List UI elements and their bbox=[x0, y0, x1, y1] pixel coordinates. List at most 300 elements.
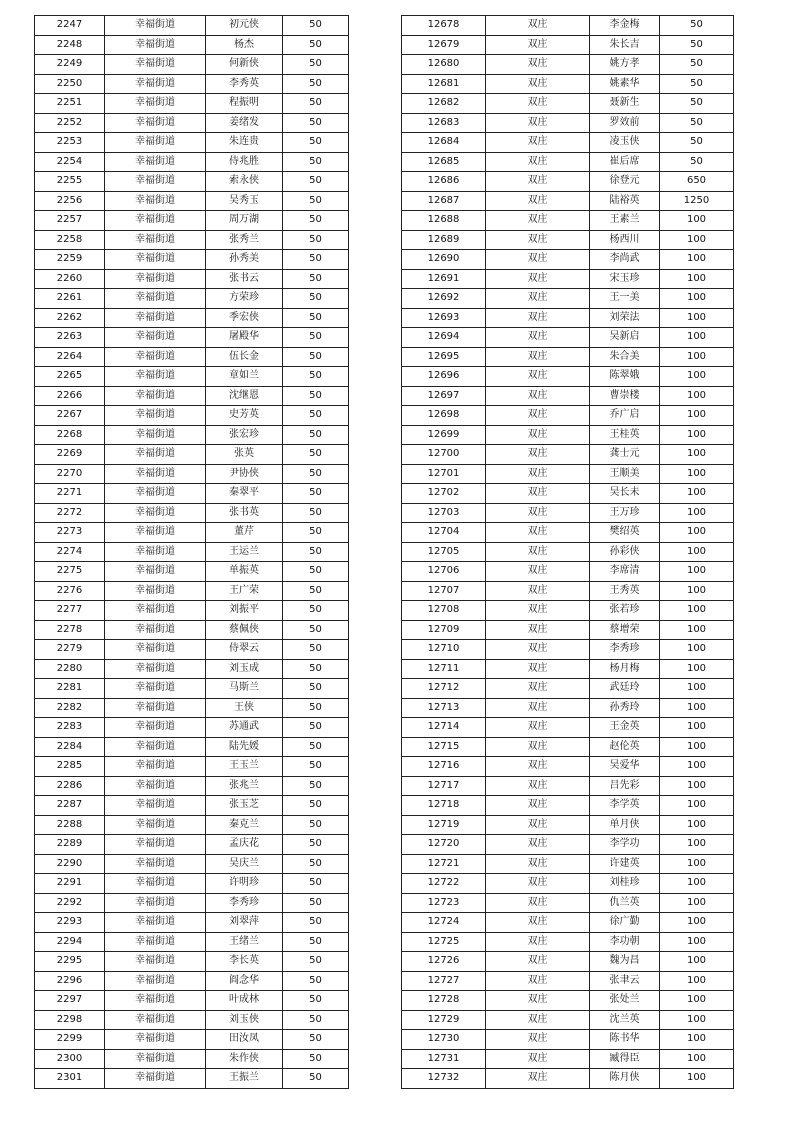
table-row bbox=[402, 230, 734, 250]
record-number: 2290 bbox=[35, 854, 105, 874]
table-row bbox=[402, 35, 734, 55]
table-row bbox=[35, 971, 349, 991]
record-number: 2260 bbox=[35, 269, 105, 289]
table-row bbox=[402, 250, 734, 270]
record-number: 12712 bbox=[402, 679, 486, 699]
record-number: 2250 bbox=[35, 74, 105, 94]
location-name: 双庄 bbox=[486, 562, 590, 582]
table-row bbox=[35, 386, 349, 406]
table-row bbox=[35, 815, 349, 835]
amount-value: 50 bbox=[660, 35, 734, 55]
record-number: 12678 bbox=[402, 16, 486, 36]
person-name: 方荣珍 bbox=[206, 289, 283, 309]
record-number: 12716 bbox=[402, 757, 486, 777]
amount-value: 50 bbox=[283, 484, 349, 504]
person-name: 苏通武 bbox=[206, 718, 283, 738]
person-name: 王振兰 bbox=[206, 1069, 283, 1089]
amount-value: 100 bbox=[660, 347, 734, 367]
location-name: 幸福街道 bbox=[105, 835, 206, 855]
person-name: 沈继恩 bbox=[206, 386, 283, 406]
location-name: 双庄 bbox=[486, 94, 590, 114]
amount-value: 50 bbox=[283, 581, 349, 601]
amount-value: 50 bbox=[283, 1030, 349, 1050]
location-name: 双庄 bbox=[486, 971, 590, 991]
location-name: 幸福街道 bbox=[105, 445, 206, 465]
record-number: 2275 bbox=[35, 562, 105, 582]
record-number: 12722 bbox=[402, 874, 486, 894]
amount-value: 100 bbox=[660, 406, 734, 426]
person-name: 杨月梅 bbox=[590, 659, 660, 679]
table-row bbox=[35, 406, 349, 426]
location-name: 幸福街道 bbox=[105, 94, 206, 114]
amount-value: 50 bbox=[283, 172, 349, 192]
person-name: 许建英 bbox=[590, 854, 660, 874]
amount-value: 50 bbox=[283, 854, 349, 874]
record-number: 12692 bbox=[402, 289, 486, 309]
table-row bbox=[402, 269, 734, 289]
person-name: 张宏珍 bbox=[206, 425, 283, 445]
amount-value: 100 bbox=[660, 269, 734, 289]
person-name: 张处兰 bbox=[590, 991, 660, 1011]
location-name: 幸福街道 bbox=[105, 269, 206, 289]
table-row bbox=[402, 445, 734, 465]
amount-value: 100 bbox=[660, 503, 734, 523]
person-name: 赵伦英 bbox=[590, 737, 660, 757]
location-name: 双庄 bbox=[486, 230, 590, 250]
table-row bbox=[402, 152, 734, 172]
table-row bbox=[35, 445, 349, 465]
amount-value: 100 bbox=[660, 757, 734, 777]
location-name: 幸福街道 bbox=[105, 971, 206, 991]
person-name: 罗效前 bbox=[590, 113, 660, 133]
record-number: 2279 bbox=[35, 640, 105, 660]
table-row bbox=[35, 523, 349, 543]
record-number: 12723 bbox=[402, 893, 486, 913]
table-row bbox=[35, 952, 349, 972]
record-number: 12721 bbox=[402, 854, 486, 874]
table-row bbox=[402, 367, 734, 387]
record-number: 12694 bbox=[402, 328, 486, 348]
person-name: 孙秀玲 bbox=[590, 698, 660, 718]
table-row bbox=[402, 328, 734, 348]
record-number: 12717 bbox=[402, 776, 486, 796]
location-name: 双庄 bbox=[486, 913, 590, 933]
table-row bbox=[35, 679, 349, 699]
record-number: 12688 bbox=[402, 211, 486, 231]
person-name: 李尚武 bbox=[590, 250, 660, 270]
amount-value: 100 bbox=[660, 971, 734, 991]
table-row bbox=[35, 74, 349, 94]
location-name: 双庄 bbox=[486, 757, 590, 777]
record-number: 12719 bbox=[402, 815, 486, 835]
amount-value: 100 bbox=[660, 620, 734, 640]
location-name: 双庄 bbox=[486, 991, 590, 1011]
table-row bbox=[402, 698, 734, 718]
location-name: 幸福街道 bbox=[105, 796, 206, 816]
location-name: 幸福街道 bbox=[105, 542, 206, 562]
person-name: 王玉兰 bbox=[206, 757, 283, 777]
table-row bbox=[402, 386, 734, 406]
location-name: 幸福街道 bbox=[105, 1069, 206, 1089]
record-number: 2295 bbox=[35, 952, 105, 972]
table-row bbox=[35, 893, 349, 913]
amount-value: 50 bbox=[283, 913, 349, 933]
table-row bbox=[35, 601, 349, 621]
location-name: 双庄 bbox=[486, 640, 590, 660]
table-row bbox=[402, 406, 734, 426]
person-name: 李秀珍 bbox=[206, 893, 283, 913]
location-name: 双庄 bbox=[486, 796, 590, 816]
location-name: 幸福街道 bbox=[105, 16, 206, 36]
table-row bbox=[402, 562, 734, 582]
amount-value: 50 bbox=[283, 269, 349, 289]
amount-value: 50 bbox=[283, 659, 349, 679]
person-name: 王侠 bbox=[206, 698, 283, 718]
amount-value: 50 bbox=[283, 620, 349, 640]
record-number: 2247 bbox=[35, 16, 105, 36]
person-name: 李金梅 bbox=[590, 16, 660, 36]
table-row bbox=[35, 640, 349, 660]
table-row bbox=[35, 757, 349, 777]
record-number: 12682 bbox=[402, 94, 486, 114]
table-row bbox=[402, 74, 734, 94]
table-row bbox=[402, 133, 734, 153]
record-number: 12685 bbox=[402, 152, 486, 172]
amount-value: 50 bbox=[283, 445, 349, 465]
person-name: 侍翠云 bbox=[206, 640, 283, 660]
record-number: 2251 bbox=[35, 94, 105, 114]
record-number: 2292 bbox=[35, 893, 105, 913]
person-name: 季宏侠 bbox=[206, 308, 283, 328]
location-name: 幸福街道 bbox=[105, 523, 206, 543]
amount-value: 100 bbox=[660, 1010, 734, 1030]
table-row bbox=[402, 893, 734, 913]
amount-value: 50 bbox=[283, 503, 349, 523]
location-name: 双庄 bbox=[486, 484, 590, 504]
table-row bbox=[35, 425, 349, 445]
record-number: 12724 bbox=[402, 913, 486, 933]
table-row bbox=[35, 211, 349, 231]
record-number: 12680 bbox=[402, 55, 486, 75]
table-row bbox=[35, 94, 349, 114]
record-number: 12715 bbox=[402, 737, 486, 757]
table-row bbox=[35, 796, 349, 816]
amount-value: 50 bbox=[283, 328, 349, 348]
amount-value: 50 bbox=[283, 1010, 349, 1030]
person-name: 索永侠 bbox=[206, 172, 283, 192]
amount-value: 50 bbox=[283, 464, 349, 484]
record-number: 2289 bbox=[35, 835, 105, 855]
record-number: 12720 bbox=[402, 835, 486, 855]
table-row bbox=[35, 620, 349, 640]
location-name: 幸福街道 bbox=[105, 503, 206, 523]
location-name: 双庄 bbox=[486, 874, 590, 894]
location-name: 双庄 bbox=[486, 386, 590, 406]
person-name: 张书英 bbox=[206, 503, 283, 523]
amount-value: 50 bbox=[283, 893, 349, 913]
location-name: 幸福街道 bbox=[105, 698, 206, 718]
person-name: 吴庆兰 bbox=[206, 854, 283, 874]
person-name: 孟庆花 bbox=[206, 835, 283, 855]
location-name: 幸福街道 bbox=[105, 1030, 206, 1050]
record-number: 12695 bbox=[402, 347, 486, 367]
person-name: 何新侠 bbox=[206, 55, 283, 75]
table-row bbox=[35, 991, 349, 1011]
location-name: 双庄 bbox=[486, 1049, 590, 1069]
person-name: 徐广勤 bbox=[590, 913, 660, 933]
table-row bbox=[35, 269, 349, 289]
record-number: 2255 bbox=[35, 172, 105, 192]
amount-value: 50 bbox=[283, 952, 349, 972]
location-name: 双庄 bbox=[486, 952, 590, 972]
location-name: 双庄 bbox=[486, 16, 590, 36]
person-name: 张玉芝 bbox=[206, 796, 283, 816]
amount-value: 50 bbox=[283, 835, 349, 855]
location-name: 双庄 bbox=[486, 35, 590, 55]
location-name: 双庄 bbox=[486, 620, 590, 640]
person-name: 王秀英 bbox=[590, 581, 660, 601]
location-name: 幸福街道 bbox=[105, 1010, 206, 1030]
amount-value: 100 bbox=[660, 796, 734, 816]
record-number: 12679 bbox=[402, 35, 486, 55]
record-number: 2261 bbox=[35, 289, 105, 309]
record-number: 2278 bbox=[35, 620, 105, 640]
amount-value: 50 bbox=[283, 679, 349, 699]
table-row bbox=[402, 874, 734, 894]
record-number: 2291 bbox=[35, 874, 105, 894]
table-row bbox=[35, 289, 349, 309]
person-name: 张秀兰 bbox=[206, 230, 283, 250]
person-name: 张若珍 bbox=[590, 601, 660, 621]
amount-value: 100 bbox=[660, 913, 734, 933]
record-number: 2284 bbox=[35, 737, 105, 757]
table-row bbox=[402, 640, 734, 660]
person-name: 单振英 bbox=[206, 562, 283, 582]
person-name: 刘玉侠 bbox=[206, 1010, 283, 1030]
record-number: 12700 bbox=[402, 445, 486, 465]
location-name: 幸福街道 bbox=[105, 55, 206, 75]
table-row bbox=[402, 523, 734, 543]
record-number: 2280 bbox=[35, 659, 105, 679]
record-number: 2248 bbox=[35, 35, 105, 55]
person-name: 仇兰英 bbox=[590, 893, 660, 913]
amount-value: 50 bbox=[283, 289, 349, 309]
record-number: 2273 bbox=[35, 523, 105, 543]
location-name: 双庄 bbox=[486, 328, 590, 348]
amount-value: 100 bbox=[660, 854, 734, 874]
record-number: 2262 bbox=[35, 308, 105, 328]
record-number: 2270 bbox=[35, 464, 105, 484]
table-row bbox=[402, 581, 734, 601]
location-name: 双庄 bbox=[486, 113, 590, 133]
person-name: 单月侠 bbox=[590, 815, 660, 835]
person-name: 陆裕英 bbox=[590, 191, 660, 211]
record-number: 2258 bbox=[35, 230, 105, 250]
location-name: 双庄 bbox=[486, 289, 590, 309]
amount-value: 1250 bbox=[660, 191, 734, 211]
record-number: 12725 bbox=[402, 932, 486, 952]
person-name: 陆先媛 bbox=[206, 737, 283, 757]
table-row bbox=[35, 250, 349, 270]
amount-value: 100 bbox=[660, 211, 734, 231]
table-row bbox=[402, 113, 734, 133]
location-name: 双庄 bbox=[486, 737, 590, 757]
location-name: 幸福街道 bbox=[105, 757, 206, 777]
person-name: 吕先彩 bbox=[590, 776, 660, 796]
table-row bbox=[35, 562, 349, 582]
person-name: 伍长金 bbox=[206, 347, 283, 367]
table-row bbox=[35, 1069, 349, 1089]
amount-value: 100 bbox=[660, 250, 734, 270]
amount-value: 50 bbox=[660, 55, 734, 75]
table-row bbox=[402, 211, 734, 231]
amount-value: 50 bbox=[283, 796, 349, 816]
record-number: 12690 bbox=[402, 250, 486, 270]
amount-value: 100 bbox=[660, 386, 734, 406]
left-table-body bbox=[35, 16, 349, 1089]
record-number: 2268 bbox=[35, 425, 105, 445]
table-row bbox=[35, 737, 349, 757]
amount-value: 100 bbox=[660, 1069, 734, 1089]
table-row bbox=[402, 971, 734, 991]
person-name: 尹协侠 bbox=[206, 464, 283, 484]
record-number: 12729 bbox=[402, 1010, 486, 1030]
amount-value: 100 bbox=[660, 874, 734, 894]
location-name: 双庄 bbox=[486, 269, 590, 289]
table-row bbox=[35, 835, 349, 855]
record-number: 12699 bbox=[402, 425, 486, 445]
location-name: 双庄 bbox=[486, 1010, 590, 1030]
person-name: 阎念华 bbox=[206, 971, 283, 991]
amount-value: 50 bbox=[283, 601, 349, 621]
location-name: 双庄 bbox=[486, 406, 590, 426]
amount-value: 50 bbox=[283, 386, 349, 406]
table-row bbox=[402, 776, 734, 796]
amount-value: 100 bbox=[660, 484, 734, 504]
person-name: 沈兰英 bbox=[590, 1010, 660, 1030]
location-name: 幸福街道 bbox=[105, 74, 206, 94]
location-name: 双庄 bbox=[486, 659, 590, 679]
amount-value: 50 bbox=[283, 55, 349, 75]
amount-value: 50 bbox=[283, 932, 349, 952]
record-number: 2249 bbox=[35, 55, 105, 75]
amount-value: 650 bbox=[660, 172, 734, 192]
person-name: 张聿云 bbox=[590, 971, 660, 991]
person-name: 臧得臣 bbox=[590, 1049, 660, 1069]
table-row bbox=[402, 913, 734, 933]
amount-value: 50 bbox=[283, 16, 349, 36]
amount-value: 100 bbox=[660, 445, 734, 465]
person-name: 樊绍英 bbox=[590, 523, 660, 543]
person-name: 刘振平 bbox=[206, 601, 283, 621]
record-number: 12730 bbox=[402, 1030, 486, 1050]
table-row bbox=[35, 581, 349, 601]
table-row bbox=[35, 776, 349, 796]
person-name: 王桂英 bbox=[590, 425, 660, 445]
record-number: 12708 bbox=[402, 601, 486, 621]
amount-value: 50 bbox=[660, 16, 734, 36]
location-name: 幸福街道 bbox=[105, 211, 206, 231]
record-number: 12714 bbox=[402, 718, 486, 738]
location-name: 双庄 bbox=[486, 191, 590, 211]
table-row bbox=[402, 542, 734, 562]
location-name: 双庄 bbox=[486, 445, 590, 465]
amount-value: 50 bbox=[283, 425, 349, 445]
location-name: 幸福街道 bbox=[105, 874, 206, 894]
record-number: 12689 bbox=[402, 230, 486, 250]
location-name: 幸福街道 bbox=[105, 308, 206, 328]
amount-value: 50 bbox=[283, 991, 349, 1011]
amount-value: 50 bbox=[660, 152, 734, 172]
location-name: 幸福街道 bbox=[105, 35, 206, 55]
amount-value: 100 bbox=[660, 367, 734, 387]
record-number: 12709 bbox=[402, 620, 486, 640]
location-name: 幸福街道 bbox=[105, 620, 206, 640]
amount-value: 100 bbox=[660, 1049, 734, 1069]
amount-value: 100 bbox=[660, 464, 734, 484]
record-number: 12710 bbox=[402, 640, 486, 660]
record-number: 12718 bbox=[402, 796, 486, 816]
record-number: 12703 bbox=[402, 503, 486, 523]
record-number: 12693 bbox=[402, 308, 486, 328]
location-name: 幸福街道 bbox=[105, 133, 206, 153]
record-number: 12731 bbox=[402, 1049, 486, 1069]
location-name: 双庄 bbox=[486, 152, 590, 172]
location-name: 幸福街道 bbox=[105, 484, 206, 504]
location-name: 幸福街道 bbox=[105, 230, 206, 250]
location-name: 幸福街道 bbox=[105, 328, 206, 348]
record-number: 2256 bbox=[35, 191, 105, 211]
person-name: 王广荣 bbox=[206, 581, 283, 601]
amount-value: 100 bbox=[660, 835, 734, 855]
person-name: 杨西川 bbox=[590, 230, 660, 250]
amount-value: 50 bbox=[283, 815, 349, 835]
person-name: 章如兰 bbox=[206, 367, 283, 387]
location-name: 幸福街道 bbox=[105, 347, 206, 367]
record-number: 12732 bbox=[402, 1069, 486, 1089]
location-name: 幸福街道 bbox=[105, 913, 206, 933]
person-name: 曹崇楼 bbox=[590, 386, 660, 406]
table-row bbox=[35, 55, 349, 75]
person-name: 王金英 bbox=[590, 718, 660, 738]
table-row bbox=[402, 289, 734, 309]
person-name: 吴秀玉 bbox=[206, 191, 283, 211]
location-name: 双庄 bbox=[486, 133, 590, 153]
record-number: 12713 bbox=[402, 698, 486, 718]
record-number: 12684 bbox=[402, 133, 486, 153]
location-name: 双庄 bbox=[486, 250, 590, 270]
table-row bbox=[402, 1010, 734, 1030]
person-name: 朱连贵 bbox=[206, 133, 283, 153]
location-name: 双庄 bbox=[486, 523, 590, 543]
table-row bbox=[35, 347, 349, 367]
person-name: 李秀英 bbox=[206, 74, 283, 94]
record-number: 2266 bbox=[35, 386, 105, 406]
location-name: 双庄 bbox=[486, 776, 590, 796]
location-name: 双庄 bbox=[486, 1069, 590, 1089]
amount-value: 50 bbox=[283, 347, 349, 367]
person-name: 王素兰 bbox=[590, 211, 660, 231]
record-number: 12691 bbox=[402, 269, 486, 289]
amount-value: 50 bbox=[283, 542, 349, 562]
table-row bbox=[35, 152, 349, 172]
person-name: 武廷玲 bbox=[590, 679, 660, 699]
record-number: 2267 bbox=[35, 406, 105, 426]
record-number: 12728 bbox=[402, 991, 486, 1011]
table-row bbox=[402, 854, 734, 874]
person-name: 秦克兰 bbox=[206, 815, 283, 835]
record-number: 2269 bbox=[35, 445, 105, 465]
